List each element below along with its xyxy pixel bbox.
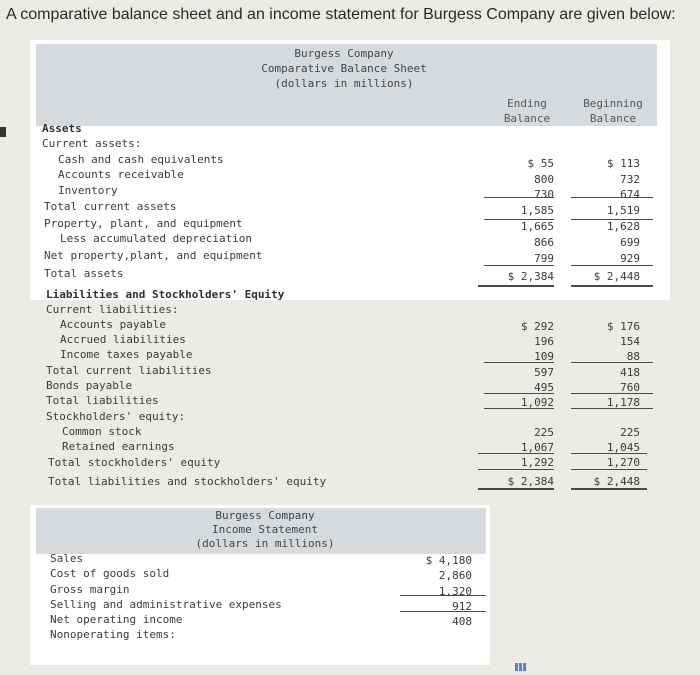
column-header-ending-line1: Ending <box>507 97 547 110</box>
intro-text: A comparative balance sheet and an income statement for Burgess Company are given below: <box>6 6 676 23</box>
column-header-beginning-line1: Beginning <box>583 97 643 110</box>
column-header-beginning-line2: Balance <box>589 112 637 125</box>
balance-row-label: Total liabilities <box>46 394 159 407</box>
balance-value-ending: 1,665 <box>520 220 554 233</box>
income-row-label: Selling and administrative expenses <box>50 598 282 611</box>
column-header-beginning <box>578 96 648 126</box>
balance-value-ending: $ 292 <box>520 320 554 333</box>
balance-value-ending: $ 2,384 <box>507 270 554 283</box>
income-statement-name: Income Statement <box>212 523 318 536</box>
rule-beginning-total-liabilities <box>571 408 653 409</box>
rule-beginning-total-assets <box>571 285 653 287</box>
column-header-ending-line2: Balance <box>503 112 551 125</box>
rule-ending-total-liabilities <box>484 408 554 409</box>
rule-beginning-ppe <box>571 219 653 220</box>
column-header-ending <box>492 96 562 126</box>
balance-row-label: Total current assets <box>44 200 177 213</box>
rule-ending-current-liabilities <box>484 362 554 363</box>
income-row-label: Gross margin <box>50 583 130 596</box>
rule-cogs <box>400 595 486 596</box>
income-row-value: $ 4,180 <box>425 554 472 567</box>
balance-value-beginning: 225 <box>620 426 640 439</box>
income-row-value: 912 <box>452 600 472 613</box>
balance-value-beginning: 732 <box>620 173 640 186</box>
balance-value-beginning: 418 <box>620 366 640 379</box>
income-row-label: Nonoperating items: <box>50 628 176 641</box>
balance-value-beginning: 1,628 <box>606 220 640 233</box>
balance-row-label: Common stock <box>62 425 142 438</box>
balance-value-beginning: 674 <box>620 188 640 201</box>
income-row-value: 2,860 <box>438 569 472 582</box>
rule-beginning-bonds <box>571 393 653 394</box>
balance-value-ending: 1,067 <box>520 441 554 454</box>
rule-sga <box>400 611 486 612</box>
income-statement-units: (dollars in millions) <box>195 537 335 550</box>
balance-row-label: Current assets: <box>42 137 142 150</box>
balance-value-beginning: 929 <box>620 252 640 265</box>
balance-value-beginning: $ 2,448 <box>593 270 640 283</box>
left-edge-marker <box>0 127 6 137</box>
balance-value-ending: 109 <box>534 350 554 363</box>
balance-value-beginning: 699 <box>620 236 640 249</box>
rule-beginning-equity <box>571 469 647 470</box>
income-statement-title <box>180 509 350 551</box>
balance-value-ending: 495 <box>534 381 554 394</box>
balance-sheet-units: (dollars in millions) <box>274 77 414 90</box>
balance-row-label: Total liabilities and stockholders' equity <box>48 475 327 488</box>
balance-value-beginning: 1,519 <box>606 204 640 217</box>
balance-row-label: Total stockholders' equity <box>48 456 221 469</box>
balance-value-ending: 196 <box>534 335 554 348</box>
income-row-value: 1,320 <box>438 585 472 598</box>
bottom-mark <box>523 663 526 671</box>
balance-value-beginning: 1,045 <box>606 441 640 454</box>
income-row-label: Sales <box>50 552 84 565</box>
balance-value-ending: $ 55 <box>527 157 554 170</box>
balance-row-label: Assets <box>42 122 82 135</box>
rule-beginning-total-le <box>571 488 647 490</box>
balance-value-ending: 1,292 <box>520 456 554 469</box>
balance-value-beginning: $ 176 <box>606 320 640 333</box>
rule-beginning-current-assets <box>571 197 653 198</box>
rule-beginning-retained-earnings <box>571 453 647 454</box>
balance-value-ending: 1,092 <box>520 396 554 409</box>
balance-row-label: Total assets <box>44 267 124 280</box>
balance-row-label: Income taxes payable <box>60 348 193 361</box>
income-statement-company: Burgess Company <box>215 509 315 522</box>
balance-row-label: Property, plant, and equipment <box>44 217 243 230</box>
balance-row-label: Bonds payable <box>46 379 133 392</box>
balance-row-label: Cash and cash equivalents <box>58 153 224 166</box>
income-row-value: 408 <box>452 615 472 628</box>
balance-value-ending: $ 2,384 <box>507 475 554 488</box>
balance-value-ending: 1,585 <box>520 204 554 217</box>
rule-ending-retained-earnings <box>478 453 554 454</box>
balance-row-label: Accrued liabilities <box>60 333 186 346</box>
rule-beginning-current-liabilities <box>571 362 653 363</box>
income-row-label: Net operating income <box>50 613 183 626</box>
balance-value-beginning: 760 <box>620 381 640 394</box>
rule-ending-current-assets <box>484 197 554 198</box>
income-row-label: Cost of goods sold <box>50 567 170 580</box>
balance-value-beginning: 88 <box>626 350 640 363</box>
bottom-mark <box>515 663 518 671</box>
balance-value-ending: 866 <box>534 236 554 249</box>
rule-ending-ppe <box>484 219 554 220</box>
rule-ending-equity <box>478 469 554 470</box>
balance-value-beginning: 154 <box>620 335 640 348</box>
rule-ending-total-le <box>478 488 554 490</box>
rule-ending-total-assets <box>478 285 554 287</box>
balance-row-label: Total current liabilities <box>46 364 212 377</box>
balance-value-ending: 225 <box>534 426 554 439</box>
rule-ending-bonds <box>484 393 554 394</box>
balance-value-beginning: $ 2,448 <box>593 475 640 488</box>
balance-value-ending: 730 <box>534 188 554 201</box>
balance-row-label: Accounts receivable <box>58 168 184 181</box>
balance-row-label: Current liabilities: <box>46 303 179 316</box>
balance-value-beginning: 1,178 <box>606 396 640 409</box>
balance-row-label: Net property,plant, and equipment <box>44 249 263 262</box>
balance-row-label: Retained earnings <box>62 440 175 453</box>
balance-sheet-name: Comparative Balance Sheet <box>261 62 427 75</box>
balance-value-ending: 800 <box>534 173 554 186</box>
balance-row-label: Liabilities and Stockholders' Equity <box>46 288 285 301</box>
rule-ending-net-ppe <box>484 265 554 266</box>
balance-row-label: Accounts payable <box>60 318 166 331</box>
balance-sheet-title <box>230 46 458 91</box>
balance-row-label: Stockholders' equity: <box>46 410 186 423</box>
bottom-toolbar-marks <box>515 656 555 664</box>
balance-value-beginning: $ 113 <box>606 157 640 170</box>
balance-value-ending: 597 <box>534 366 554 379</box>
balance-value-beginning: 1,270 <box>606 456 640 469</box>
bottom-mark <box>519 663 522 671</box>
balance-row-label: Inventory <box>58 184 118 197</box>
balance-sheet-company: Burgess Company <box>294 47 394 60</box>
rule-beginning-net-ppe <box>571 265 653 266</box>
balance-row-label: Less accumulated depreciation <box>60 232 253 245</box>
balance-value-ending: 799 <box>534 252 554 265</box>
